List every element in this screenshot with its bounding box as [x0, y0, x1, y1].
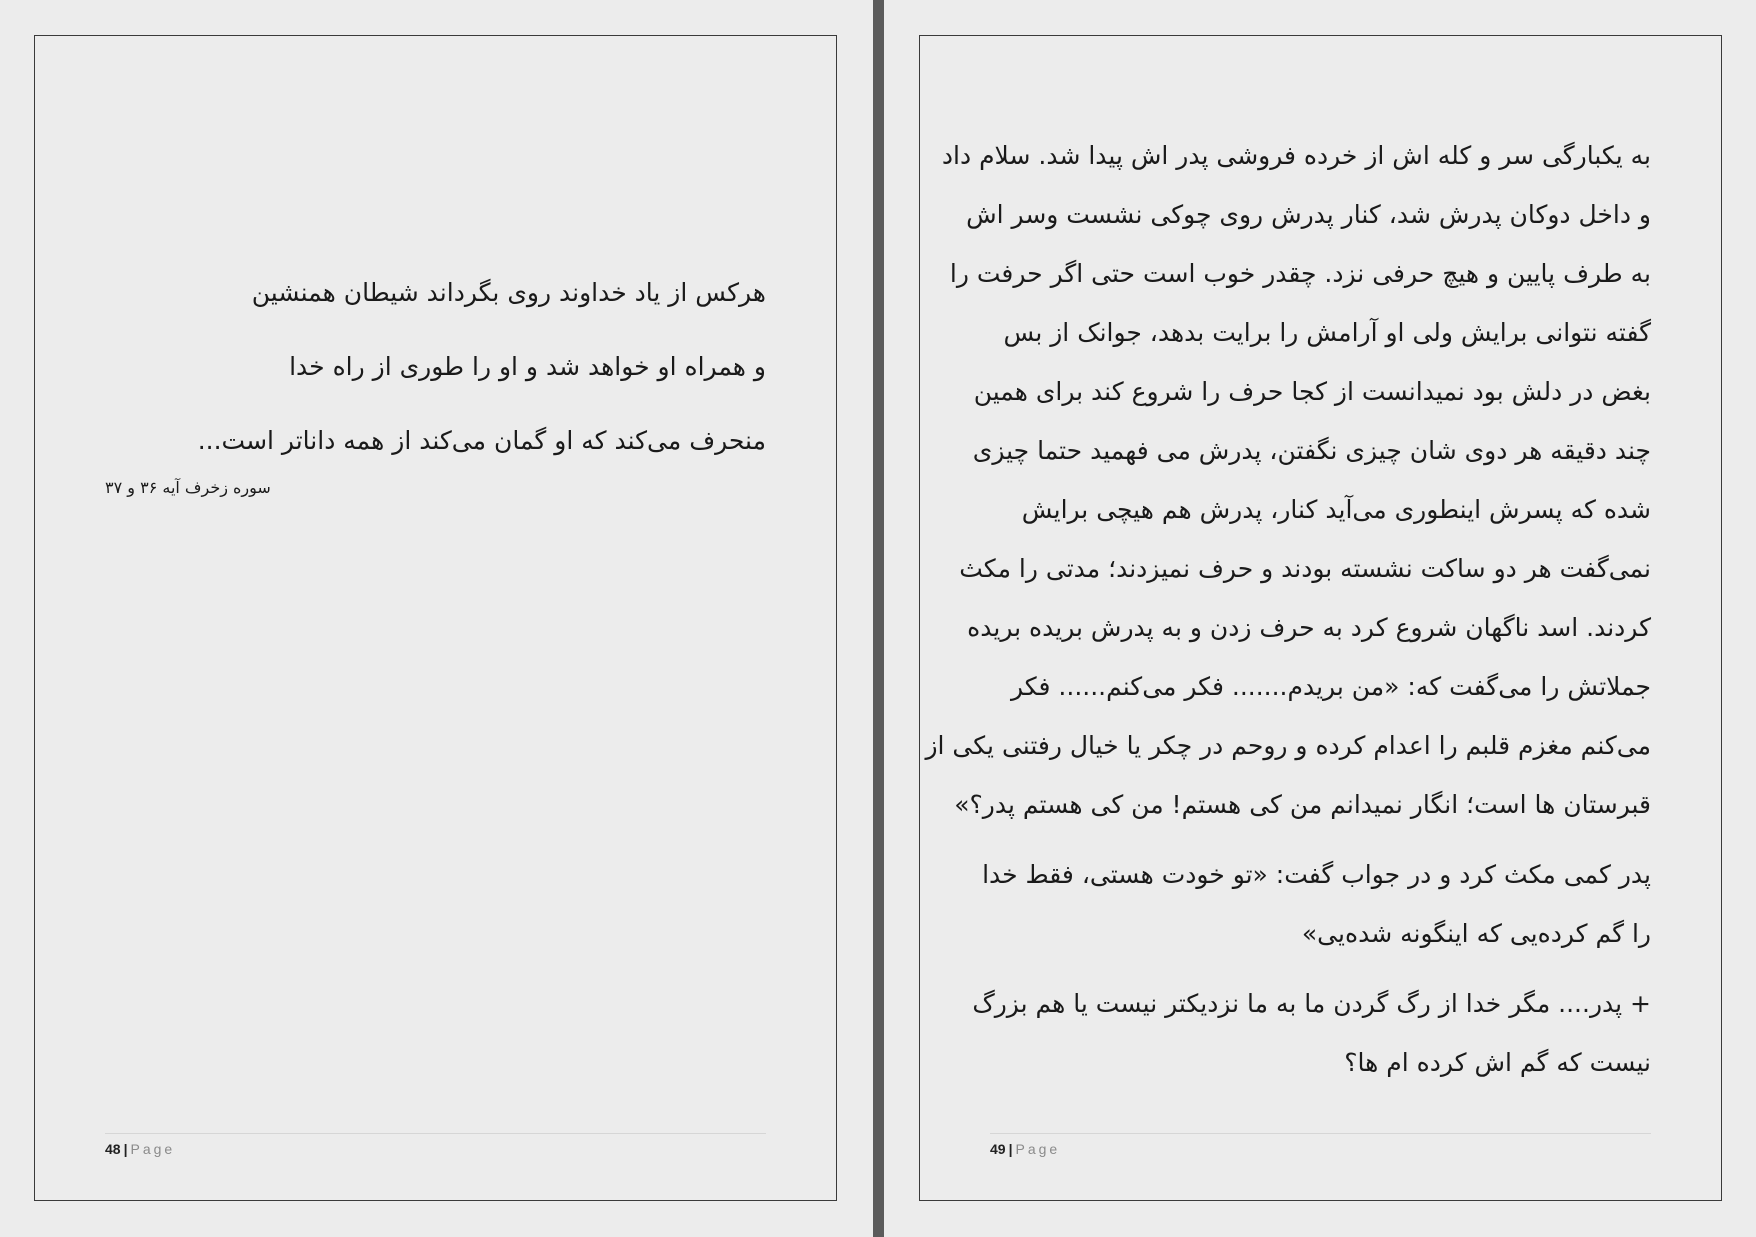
- page-footer: [990, 1133, 1651, 1162]
- quote-line: هرکس از یاد خداوند روی بگرداند شیطان همنشین: [251, 278, 766, 307]
- page-49: [919, 35, 1722, 1201]
- page-footer: [105, 1133, 766, 1162]
- text-line: را گم کرده‌یی که اینگونه شده‌یی»: [1301, 919, 1651, 948]
- text-line: + پدر.... مگر خدا از رگ گردن ما به ما نزدیکتر نیست یا هم بزرگ: [972, 989, 1651, 1018]
- text-line: چند دقیقه هر دوی شان چیزی نگفتن، پدرش می فهمید حتما چیزی: [972, 436, 1651, 465]
- text-line: پدر کمی مکث کرد و در جواب گفت: «تو خودت هستی، فقط خدا: [982, 860, 1651, 889]
- text-line: جملاتش را می‌گفت که: «من بریدم....... فکر می‌کنم...... فکر: [1010, 672, 1651, 701]
- page-label: Page: [1015, 1141, 1061, 1157]
- text-line: نمی‌گفت هر دو ساکت نشسته بودند و حرف نمیزدند؛ مدتی را مکث: [959, 554, 1651, 583]
- paragraph: [925, 126, 1651, 834]
- footer-separator: |: [123, 1141, 128, 1157]
- page-number: 48: [105, 1141, 121, 1157]
- text-line: می‌کنم مغزم قلبم را اعدام کرده و روحم در چکر یا خیال رفتنی یکی از: [925, 731, 1651, 760]
- page-number: 49: [990, 1141, 1006, 1157]
- text-line: قبرستان ها است؛ انگار نمیدانم من کی هستم! من کی هستم پدر؟»: [954, 790, 1651, 819]
- paragraph: [945, 974, 1651, 1092]
- text-line: به طرف پایین و هیچ حرفی نزد. چقدر خوب است حتی اگر حرفت را: [949, 259, 1651, 288]
- quote-line: منحرف می‌کند که او گمان می‌کند از همه داناتر است...: [197, 426, 766, 455]
- quote-line: و همراه او خواهد شد و او را طوری از راه خدا: [289, 352, 766, 381]
- quote-block: [146, 256, 766, 478]
- text-line: به یکبارگی سر و کله اش از خرده فروشی پدر اش پیدا شد. سلام داد: [941, 141, 1651, 170]
- page-48: [34, 35, 837, 1201]
- text-line: گفته نتوانی برایش ولی او آرامش را برایت بدهد، جوانک از بس: [1003, 318, 1651, 347]
- text-line: کردند. اسد ناگهان شروع کرد به حرف زدن و به پدرش بریده بریده: [967, 613, 1651, 642]
- body-text: [925, 126, 1651, 1103]
- text-line: شده که پسرش اینطوری می‌آید کنار، پدرش هم هیچی برایش: [1021, 495, 1651, 524]
- spread-divider: [873, 0, 884, 1237]
- text-line: و داخل دوکان پدرش شد، کنار پدرش روی چوکی نشست وسر اش: [966, 200, 1651, 229]
- page-label: Page: [130, 1141, 176, 1157]
- text-line: نیست که گم اش کرده ام ها؟: [1344, 1048, 1651, 1077]
- text-line: بغض در دلش بود نمیدانست از کجا حرف را شروع کند برای همین: [973, 377, 1651, 406]
- quote-source: سوره زخرف آیه ۳۶ و ۳۷: [105, 478, 271, 497]
- paragraph: [945, 845, 1651, 963]
- footer-separator: |: [1008, 1141, 1013, 1157]
